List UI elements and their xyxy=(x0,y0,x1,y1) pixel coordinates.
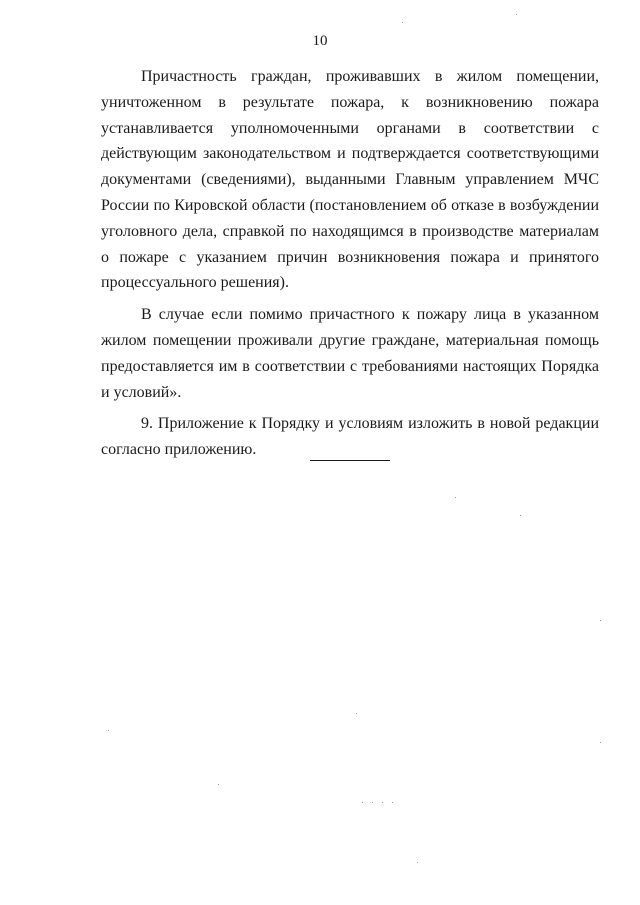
scan-speck xyxy=(516,14,517,15)
end-separator-line xyxy=(310,460,390,461)
scan-speck xyxy=(417,862,418,863)
scan-speck xyxy=(382,802,383,803)
scan-speck xyxy=(402,22,403,23)
scan-speck xyxy=(108,730,109,731)
scan-speck xyxy=(392,802,393,803)
page-number: 10 xyxy=(312,33,328,49)
scan-speck xyxy=(600,620,601,621)
scan-speck xyxy=(455,497,456,498)
document-body xyxy=(101,64,599,469)
scan-speck xyxy=(218,784,219,785)
scan-speck xyxy=(372,802,373,803)
paragraph-other-residents: В случае если помимо причастного к пожару лица в указанном жилом помещении проживали другие граждане, материальная помощь предоставляется им в соответствии с требованиями настоящих Порядка и условий». xyxy=(101,306,599,401)
scan-speck xyxy=(520,515,521,516)
paragraph-fire-involvement: Причастность граждан, проживавших в жилом помещении, уничтоженном в результате пожара, к возникновению пожара устанавливается уполномоченными органами в соответствии с действующим законодательством и подтверждается соответствующими документами (сведениями), выданными Главным управлением МЧС России по Кировской области (постановлением об отказе в возбуждении уголовного дела, справкой по находящимся в производстве материалам о пожаре с указанием причин возникновения пожара и принятого процессуального решения). xyxy=(101,68,599,292)
scan-speck xyxy=(362,802,363,803)
paragraph-appendix-amendment: 9. Приложение к Порядку и условиям изложить в новой редакции согласно приложению. xyxy=(101,415,599,459)
scan-speck xyxy=(600,742,601,743)
scan-speck xyxy=(356,713,357,714)
